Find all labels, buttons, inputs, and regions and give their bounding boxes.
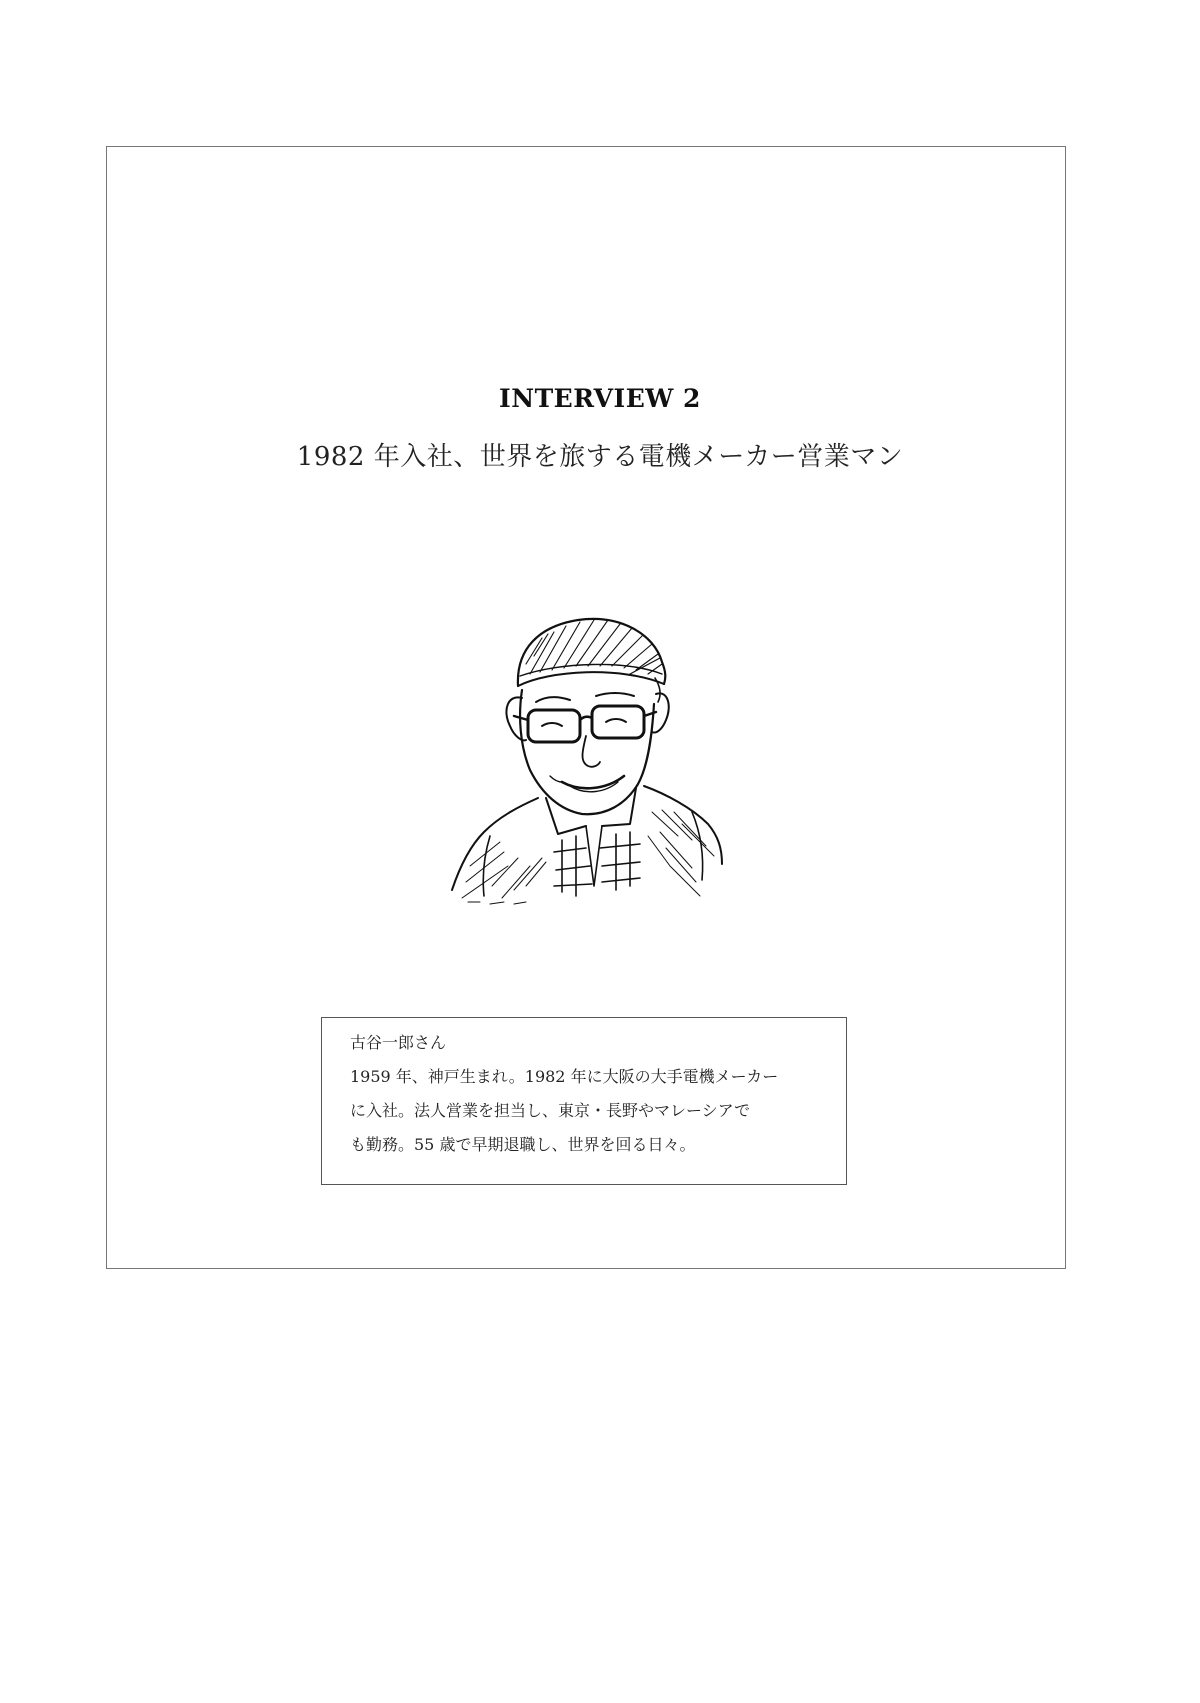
- cap-drawing: [518, 619, 665, 702]
- profile-bio-line-1: 1959 年、神戸生まれ。1982 年に大阪の大手電機メーカー: [350, 1067, 779, 1086]
- profile-name: 古谷一郎さん: [350, 1033, 447, 1052]
- interview-kicker: INTERVIEW 2: [499, 384, 701, 413]
- clothing-drawing: [452, 786, 722, 904]
- face-drawing: [506, 690, 668, 814]
- profile-bio-line-2: に入社。法人営業を担当し、東京・長野やマレーシアで: [350, 1101, 751, 1120]
- profile-bio-line-3: も勤務。55 歳で早期退職し、世界を回る日々。: [350, 1135, 696, 1154]
- interview-title: 1982 年入社、世界を旅する電機メーカー営業マン: [296, 442, 904, 472]
- portrait-illustration: [430, 586, 770, 926]
- profile-box: [321, 1017, 847, 1185]
